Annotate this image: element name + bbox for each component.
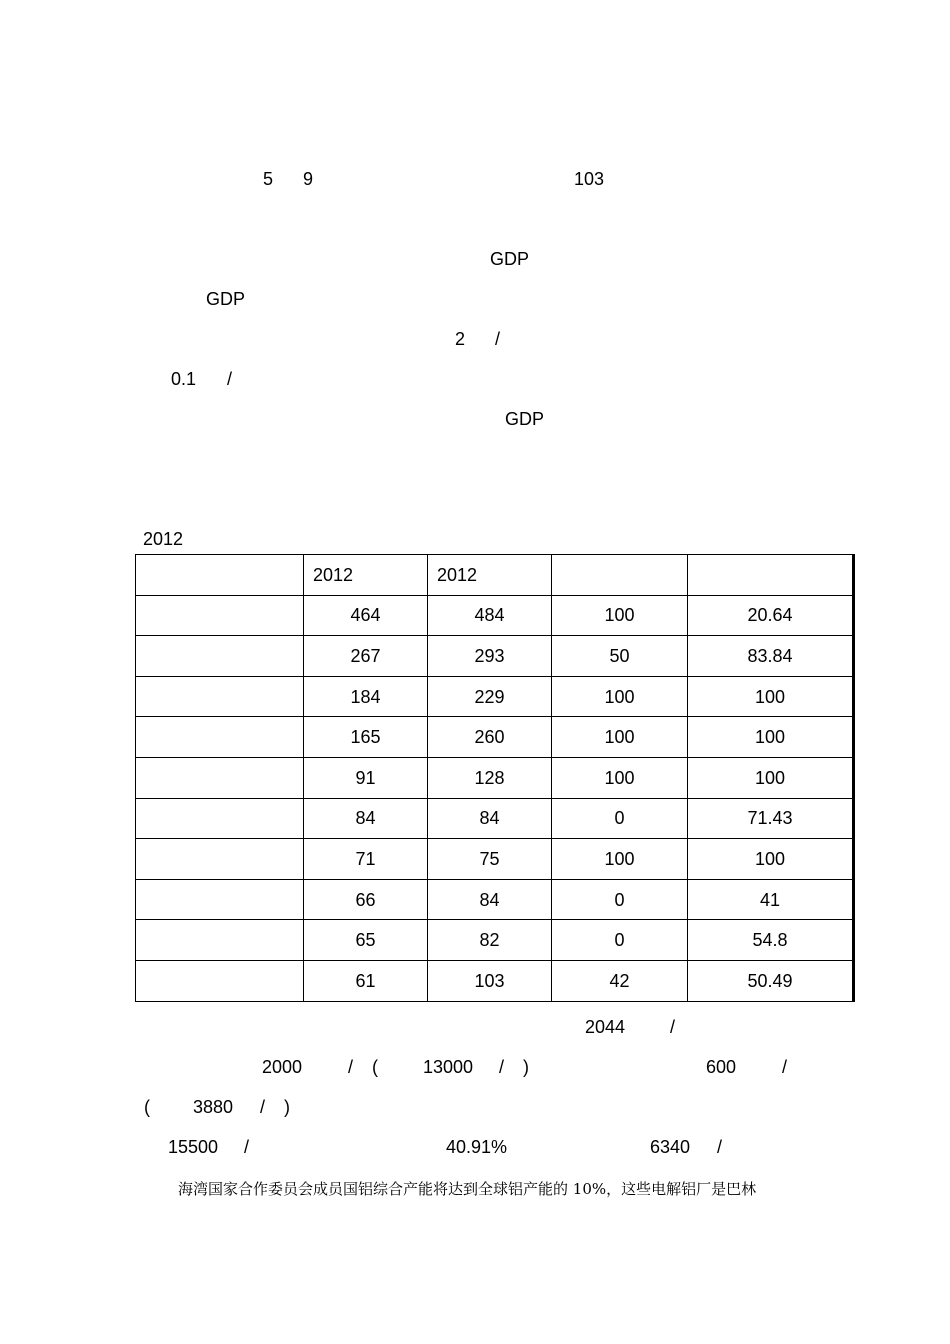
table-row (136, 839, 854, 880)
table-cell (136, 595, 304, 636)
table-row (136, 920, 854, 961)
table-cell: 100 (688, 676, 854, 717)
text-fragment: / (717, 1137, 723, 1157)
table-row (136, 636, 854, 677)
text-fragment: / (495, 329, 501, 349)
table-cell: 41 (688, 879, 854, 920)
table-cell: 71.43 (688, 798, 854, 839)
table-cell: 100 (688, 717, 854, 758)
text-fragment: / (499, 1057, 505, 1077)
text-fragment: ) (523, 1057, 529, 1077)
table-cell: 84 (428, 879, 552, 920)
text-fragment: 3880 (193, 1097, 234, 1117)
header-cell (688, 555, 854, 596)
text-fragment: GDP (490, 249, 530, 269)
table-cell: 229 (428, 676, 552, 717)
table-cell (136, 960, 304, 1001)
table-cell: 103 (428, 960, 552, 1001)
text-fragment: / (348, 1057, 354, 1077)
table-row (136, 960, 854, 1001)
table-cell: 65 (304, 920, 428, 961)
text-fragment: GDP (505, 409, 545, 429)
body-text-line: 海湾国家合作委员会成员国铝综合产能将达到全球铝产能的 10%，这些电解铝厂是巴林 (178, 1180, 757, 1198)
header-cell: 2012 (304, 555, 428, 596)
text-fragment: / (670, 1017, 676, 1037)
text-fragment: 2044 (585, 1017, 626, 1037)
table-cell: 91 (304, 757, 428, 798)
table-cell: 293 (428, 636, 552, 677)
table-cell: 0 (552, 879, 688, 920)
text-fragment: ( (144, 1097, 150, 1117)
text-fragment: ) (284, 1097, 290, 1117)
table-row (136, 717, 854, 758)
table-row (136, 757, 854, 798)
table-cell: 100 (552, 717, 688, 758)
table-cell (136, 717, 304, 758)
table-cell (136, 920, 304, 961)
table-row (136, 798, 854, 839)
table-cell: 83.84 (688, 636, 854, 677)
table-cell: 61 (304, 960, 428, 1001)
table-cell: 66 (304, 879, 428, 920)
table-cell: 75 (428, 839, 552, 880)
text-fragment: 2 (455, 329, 466, 349)
table-cell (136, 676, 304, 717)
text-fragment: 600 (706, 1057, 737, 1077)
table-cell: 84 (304, 798, 428, 839)
table-cell: 464 (304, 595, 428, 636)
table-cell (136, 636, 304, 677)
table-cell (136, 757, 304, 798)
text-fragment: ( (372, 1057, 378, 1077)
text-fragment: 5 (263, 169, 274, 189)
table-cell: 100 (552, 757, 688, 798)
header-cell (552, 555, 688, 596)
table-cell: 0 (552, 920, 688, 961)
table-cell (136, 839, 304, 880)
table-cell: 42 (552, 960, 688, 1001)
table-cell: 84 (428, 798, 552, 839)
table-cell: 100 (688, 757, 854, 798)
table-cell: 100 (552, 839, 688, 880)
text-fragment: 0.1 (171, 369, 197, 389)
table-cell: 20.64 (688, 595, 854, 636)
table-cell: 260 (428, 717, 552, 758)
table-cell: 184 (304, 676, 428, 717)
text-fragment: GDP (206, 289, 246, 309)
text-fragment: / (782, 1057, 788, 1077)
table-row (136, 879, 854, 920)
table-cell: 100 (552, 595, 688, 636)
table-cell (136, 879, 304, 920)
table-cell (136, 798, 304, 839)
table-row (136, 676, 854, 717)
table-row (136, 595, 854, 636)
header-cell: 2012 (428, 555, 552, 596)
table-cell: 71 (304, 839, 428, 880)
table-cell: 54.8 (688, 920, 854, 961)
table-caption: 2012 (143, 529, 184, 549)
data-table (135, 554, 855, 1002)
text-fragment: 103 (574, 169, 605, 189)
text-fragment: / (260, 1097, 266, 1117)
table-cell: 50 (552, 636, 688, 677)
table-cell: 0 (552, 798, 688, 839)
text-fragment: 9 (303, 169, 314, 189)
header-cell (136, 555, 304, 596)
table-cell: 82 (428, 920, 552, 961)
text-fragment: 40.91% (446, 1137, 508, 1157)
text-fragment: 6340 (650, 1137, 691, 1157)
text-fragment: / (244, 1137, 250, 1157)
table-cell: 100 (688, 839, 854, 880)
text-fragment: 2000 (262, 1057, 303, 1077)
table-cell: 484 (428, 595, 552, 636)
table-cell: 128 (428, 757, 552, 798)
text-fragment: / (227, 369, 233, 389)
table-header-row (136, 555, 854, 596)
table-cell: 267 (304, 636, 428, 677)
table-cell: 100 (552, 676, 688, 717)
table-cell: 165 (304, 717, 428, 758)
text-fragment: 13000 (423, 1057, 474, 1077)
text-fragment: 15500 (168, 1137, 219, 1157)
table-cell: 50.49 (688, 960, 854, 1001)
